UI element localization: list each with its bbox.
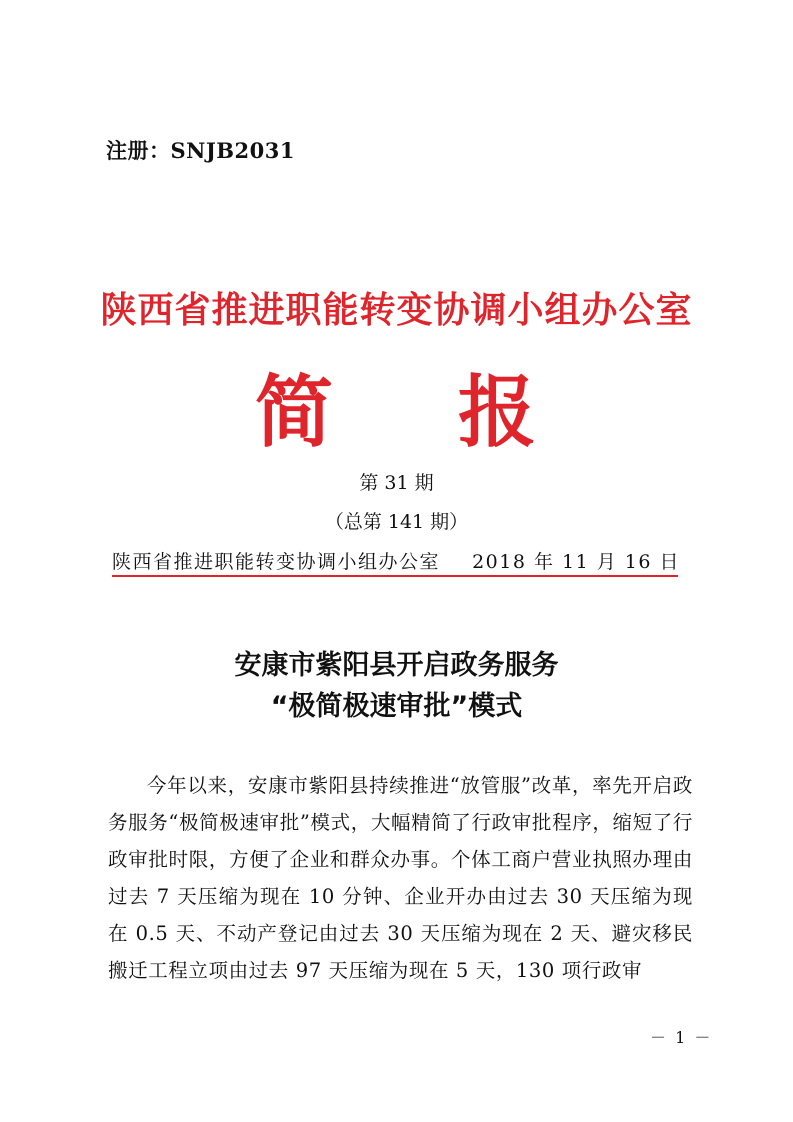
issuer-heading: 陕西省推进职能转变协调小组办公室 [100, 290, 693, 331]
bulletin-title-char-1: 简 [255, 368, 334, 458]
red-divider [112, 575, 678, 577]
registration-number: 注册：SNJB2031 [106, 138, 295, 163]
issue-number: 第 31 期 [359, 472, 434, 494]
bulletin-title [0, 368, 793, 458]
masthead-meta-line [112, 547, 680, 574]
office-name: 陕西省推进职能转变协调小组办公室 [112, 551, 441, 573]
article-title-line-1: 安康市紫阳县开启政务服务 [234, 650, 559, 681]
article-title-line-2: “极简极速审批”模式 [270, 691, 523, 722]
page-number: － 1 － [650, 1028, 713, 1047]
bulletin-title-char-2: 报 [458, 368, 537, 458]
article-paragraph: 今年以来，安康市紫阳县持续推进“放管服”改革，率先开启政务服务“极简极速审批”模式，大幅精简了行政审批程序，缩短了行政审批时限，方便了企业和群众办事。个体工商户营业执照办理由过去 7 天压缩为现在 10 分钟、企业开办由过去 30 天压缩为现在 0.5 天、不动产登记由过去 30 天压缩为现在 2 天、避灾移民搬迁工程立项由过去 97 天压缩为现在 5 天，130 项行政审 [108, 774, 693, 982]
total-issue-number: （总第 141 期） [324, 511, 469, 533]
publish-date: 2018 年 11 月 16 日 [472, 551, 680, 573]
